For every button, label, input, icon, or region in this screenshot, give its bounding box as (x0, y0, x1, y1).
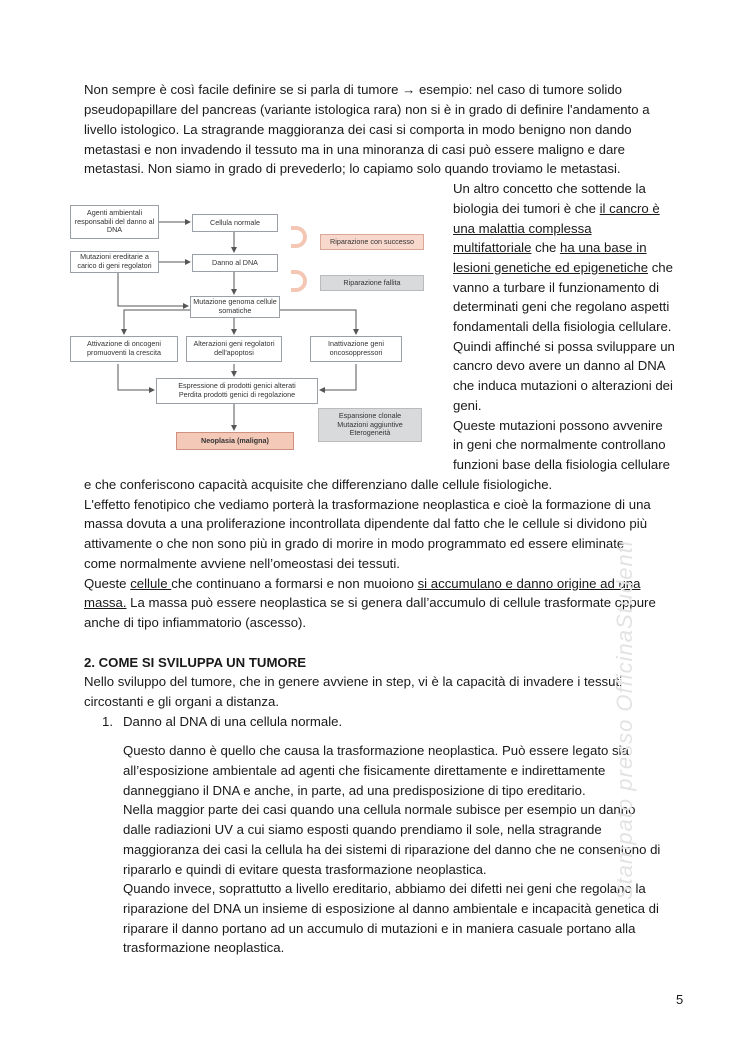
text-line: maggioranza dei casi la cellula ha dei sistemi di riparazione del danno che ne consentono di (123, 842, 661, 857)
text-line: e che conferiscono capacità acquisite che differenziano dalle cellule fisiologiche. (84, 477, 553, 492)
text-line: anche di tipo infiammatorio (ascesso). (84, 615, 307, 630)
text-line: Queste cellule che continuano a formarsi e non muoiono si accumulano e danno origine ad una (84, 576, 641, 591)
text-line: metastasi e non invadendo il tessuto ma in una minoranza di casi può essere maligno e dare (84, 142, 626, 157)
side-text-line: funzioni base della fisiologia cellulare (453, 457, 670, 472)
text-line: attivamente o che non sono più in grado di morire in modo programmato ed essere eliminate (84, 536, 625, 551)
section-heading: 2. COME SI SVILUPPA UN TUMORE (84, 655, 307, 670)
carcinogenesis-diagram (62, 196, 432, 454)
box-oncogene-activation: Attivazione di oncogeni promuoventi la crescita (70, 336, 178, 362)
box-clonal-expansion: Espansione clonale Mutazioni aggiuntive Eterogeneità (318, 408, 422, 442)
box-hereditary-mutations: Mutazioni ereditarie a carico di geni regolatori (70, 251, 159, 273)
side-text-line: Quindi affinché si possa sviluppare un (453, 339, 675, 354)
box-genome-mutation: Mutazione genoma cellule somatiche (190, 296, 280, 318)
watermark: Stampato presso OfficinaStudenti (612, 540, 637, 900)
list-item: Danno al DNA di una cellula normale. (123, 714, 343, 729)
text-line: Nella maggior parte dei casi quando una cellula normale subisce per esempio un danno (123, 802, 636, 817)
text-line: riparazione del DNA un insieme di esposizione al danno ambientale e incapacità genetica di (123, 901, 659, 916)
side-text-line: lesioni genetiche ed epigenetiche che (453, 260, 673, 275)
text-line: all’esposizione ambientale ad agenti che fisicamente direttamente e indirettamente (123, 763, 606, 778)
box-environmental-agents: Agenti ambientali responsabili del danno al DNA (70, 205, 159, 239)
text-line: massa. La massa può essere neoplastica se si genera dall’accumulo di cellule trasformate oppure (84, 595, 656, 610)
page-number: 5 (676, 992, 684, 1007)
box-repair-failed: Riparazione fallita (320, 275, 424, 291)
text-line: Non sempre è così facile definire se si parla di tumore → esempio: nel caso di tumore solido (84, 82, 623, 97)
side-text-line: cancro devo avere un danno al DNA (453, 358, 666, 373)
text-line: ripararlo e quindi di evitare questa trasformazione neoplastica. (123, 862, 487, 877)
side-text-line: multifattoriale che ha una base in (453, 240, 647, 255)
text-line: pseudopapillare del pancreas (variante istologica rara) non si è in grado di definire l'andamento a (84, 102, 650, 117)
text-line: danneggiano il DNA e anche, in parte, ad una predisposizione di tipo ereditario. (123, 783, 586, 798)
box-neoplasia: Neoplasia (maligna) (176, 432, 294, 450)
text-line: Questo danno è quello che causa la trasformazione neoplastica. Può essere legato sia (123, 743, 629, 758)
text-line: Quando invece, soprattutto a livello ereditario, abbiamo dei difetti nei geni che regolano la (123, 881, 646, 896)
box-apoptosis-genes: Alterazioni geni regolatori dell'apoptosi (186, 336, 282, 362)
text-line: L'effetto fenotipico che vediamo porterà la trasformazione neoplastica e cioè la formazione di una (84, 497, 651, 512)
box-tumor-suppressors: Inattivazione geni oncosoppressori (310, 336, 402, 362)
text-line: livello istologico. La stragrande maggioranza dei casi si comporta in modo benigno non dando (84, 122, 632, 137)
side-text-line: che induca mutazioni o alterazioni dei (453, 378, 673, 393)
text-line: massa dovuta a una proliferazione incontrollata dipendente dal fatto che le cellule si dividono più (84, 516, 648, 531)
side-text-line: Queste mutazioni possono avvenire (453, 418, 663, 433)
text-line: dalle radiazioni UV a cui siamo esposti quando prendiamo il sole, nella stragrande (123, 822, 602, 837)
side-text-line: determinati geni che regolano aspetti (453, 299, 670, 314)
side-text-line: Un altro concetto che sottende la (453, 181, 646, 196)
text-line: come normalmente avviene nell’omeostasi dei tessuti. (84, 556, 400, 571)
box-dna-damage: Danno al DNA (192, 254, 278, 272)
text-line: metastasi. Non siamo in grado di prevederlo; lo capiamo solo quando troviamo le metastasi. (84, 161, 621, 176)
list-item-number: 1. (102, 714, 113, 729)
side-text-line: una malattia complessa (453, 221, 592, 236)
text-line: Nello sviluppo del tumore, che in genere avviene in step, vi è la capacità di invadere i tessuti (84, 674, 623, 689)
box-repair-success: Riparazione con successo (320, 234, 424, 250)
text-line: circostanti e gli organi a distanza. (84, 694, 279, 709)
side-text-line: fondamentali della fisiologia cellulare. (453, 319, 672, 334)
box-normal-cell: Cellula normale (192, 214, 278, 232)
text-line: trasformazione neoplastica. (123, 940, 285, 955)
side-text-line: in geni che normalmente controllano (453, 437, 666, 452)
side-text-line: geni. (453, 398, 482, 413)
box-gene-expression: Espressione di prodotti genici alterati Perdita prodotti genici di regolazione (156, 378, 318, 404)
side-text-line: biologia dei tumori è che il cancro è (453, 201, 660, 216)
text-line: riparare il danno portano ad un accumulo di mutazioni e in maniera casuale portano alla (123, 921, 636, 936)
side-text-line: vanno a turbare il funzionamento di (453, 280, 660, 295)
